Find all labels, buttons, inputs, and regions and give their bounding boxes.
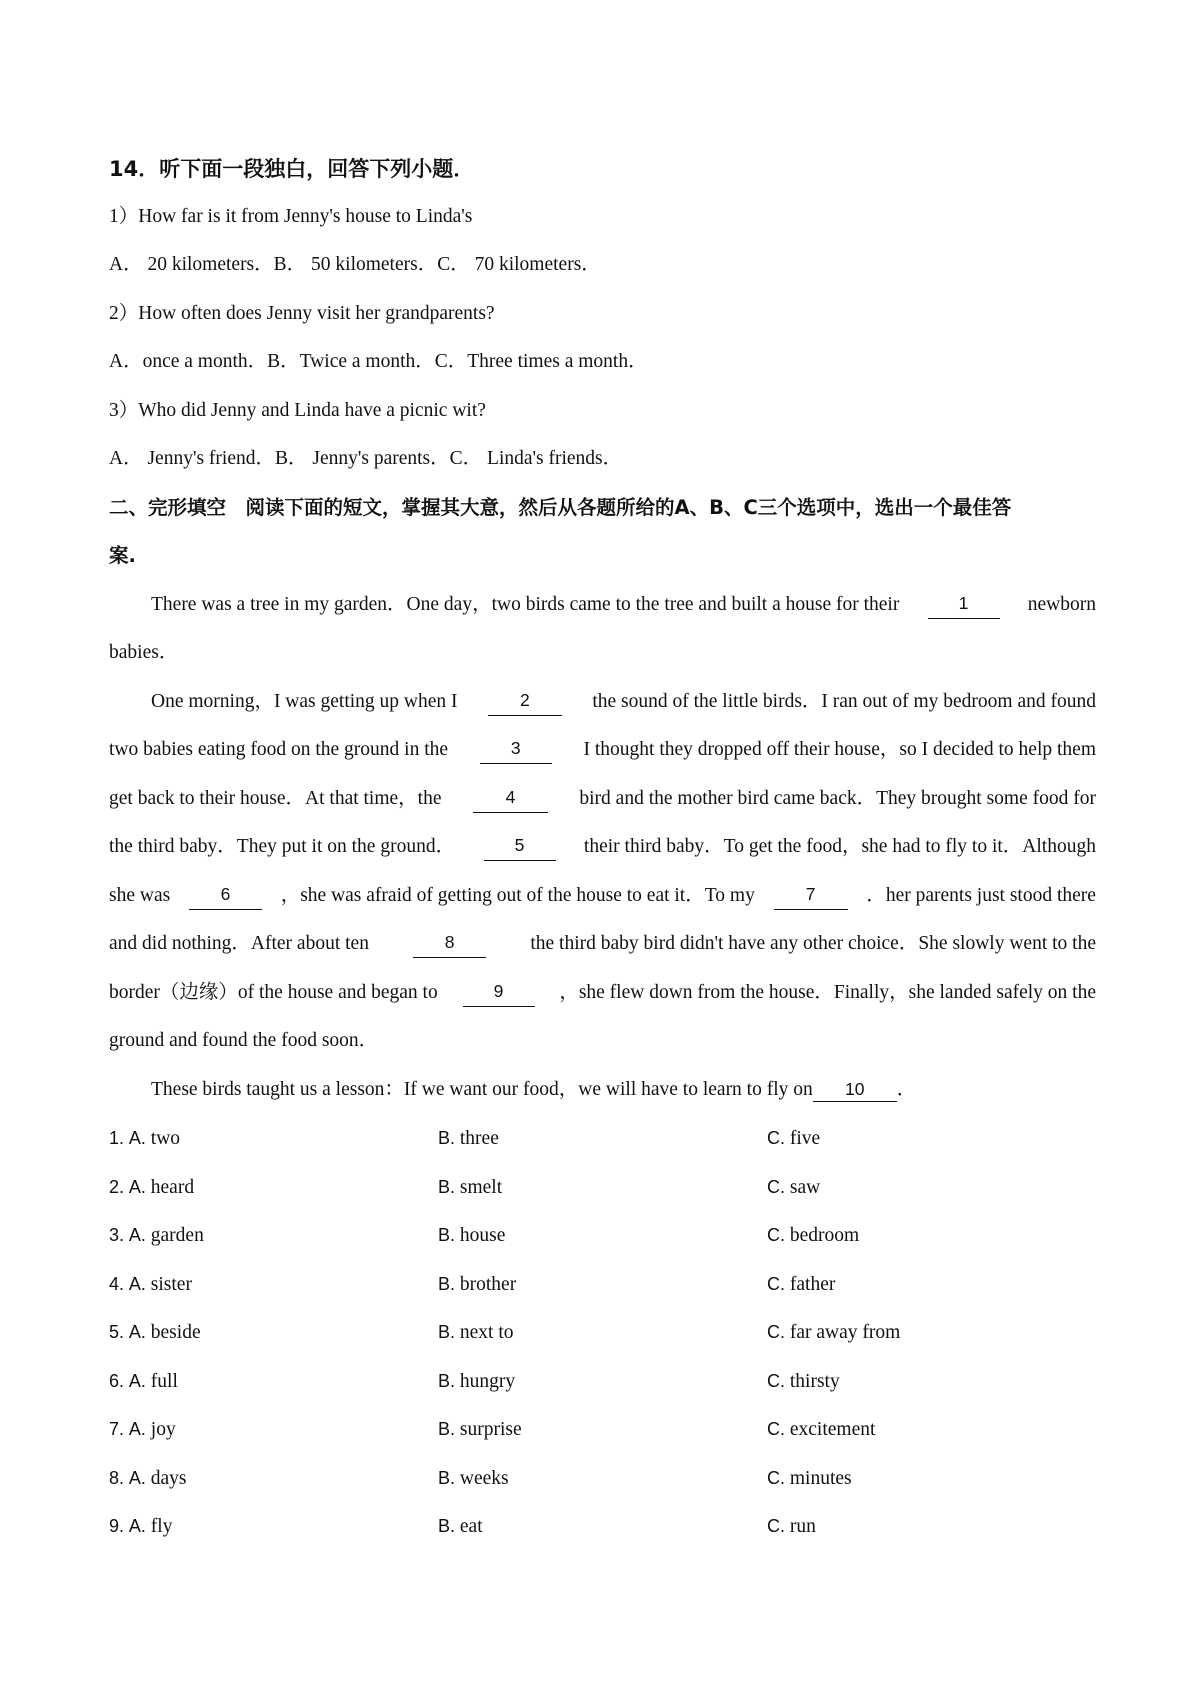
passage-text: ，she flew down from the house．Finally，she landed safely on the (559, 982, 1096, 1003)
blank-8[interactable]: 8 (413, 930, 486, 958)
passage-text: ，she was afraid of getting out of the house to eat it．To my (280, 885, 755, 906)
option-a[interactable]: 4. A. sister (109, 1274, 192, 1295)
passage-text: There was a tree in my garden．One day，two birds came to the tree and built a house for their (151, 594, 900, 615)
blank-5[interactable]: 5 (484, 833, 556, 861)
option-b[interactable]: B. eat (438, 1516, 483, 1537)
option-row (109, 1270, 1109, 1298)
option-b[interactable]: B. weeks (438, 1468, 509, 1489)
blank-3[interactable]: 3 (480, 736, 552, 764)
passage-line (151, 1076, 1096, 1104)
option-a[interactable]: 1. A. two (109, 1128, 181, 1149)
option-row (109, 1318, 1109, 1346)
passage-text: border（边缘）of the house and began to (109, 982, 438, 1003)
listening-options-2: A．once a month．B．Twice a month．C．Three times a month． (109, 351, 648, 372)
option-c[interactable]: C. excitement (767, 1419, 876, 1440)
option-b[interactable]: B. smelt (438, 1177, 503, 1198)
passage-line (109, 979, 1096, 1007)
passage-text: two babies eating food on the ground in the (109, 739, 449, 760)
option-c[interactable]: C. bedroom (767, 1225, 860, 1246)
passage-line (109, 930, 1096, 958)
passage-text: get back to their house．At that time，the (109, 788, 442, 809)
passage-text: the third baby．They put it on the ground． (109, 836, 456, 857)
option-row (109, 1415, 1109, 1443)
option-row (109, 1124, 1109, 1152)
passage-line (151, 688, 1096, 716)
option-a[interactable]: 7. A. joy (109, 1419, 176, 1440)
option-b[interactable]: B. surprise (438, 1419, 522, 1440)
option-c[interactable]: C. five (767, 1128, 821, 1149)
option-b[interactable]: B. hungry (438, 1371, 516, 1392)
listening-options-3: A． Jenny's friend．B． Jenny's parents．C． Linda's friends． (109, 448, 623, 469)
passage-text: and did nothing．After about ten (109, 933, 369, 954)
passage-line (109, 882, 1096, 910)
option-c[interactable]: C. father (767, 1274, 836, 1295)
passage-text: their third baby．To get the food，she had to fly to it．Although (583, 836, 1096, 857)
blank-4[interactable]: 4 (473, 785, 548, 813)
option-row (109, 1221, 1109, 1249)
passage-text: ．her parents just stood there (866, 885, 1096, 906)
listening-options-1: A． 20 kilometers．B． 50 kilometers．C． 70 kilometers． (109, 254, 601, 275)
option-b[interactable]: B. next to (438, 1322, 514, 1343)
passage-line (109, 833, 1096, 861)
option-row (109, 1367, 1109, 1395)
option-b[interactable]: B. brother (438, 1274, 517, 1295)
option-c[interactable]: C. thirsty (767, 1371, 840, 1392)
option-row (109, 1464, 1109, 1492)
passage-line (109, 736, 1096, 764)
passage-line: babies． (109, 642, 179, 663)
blank-9[interactable]: 9 (463, 979, 535, 1007)
blank-10[interactable]: 10 (813, 1077, 897, 1102)
passage-text: ． (896, 1079, 917, 1100)
option-c[interactable]: C. minutes (767, 1468, 852, 1489)
option-row (109, 1512, 1109, 1540)
option-c[interactable]: C. run (767, 1516, 816, 1537)
option-b[interactable]: B. house (438, 1225, 506, 1246)
passage-line (151, 591, 1096, 619)
passage-text: she was (109, 885, 171, 906)
option-b[interactable]: B. three (438, 1128, 499, 1149)
passage-line: ground and found the food soon． (109, 1030, 379, 1051)
blank-2[interactable]: 2 (488, 688, 562, 716)
passage-text: One morning，I was getting up when I (151, 691, 458, 712)
passage-text: the sound of the little birds．I ran out of my bedroom and found (592, 691, 1096, 712)
listening-question-3: 3）Who did Jenny and Linda have a picnic wit? (109, 400, 486, 421)
option-row (109, 1173, 1109, 1201)
blank-1[interactable]: 1 (928, 591, 1000, 619)
option-c[interactable]: C. far away from (767, 1322, 901, 1343)
option-c[interactable]: C. saw (767, 1177, 821, 1198)
option-a[interactable]: 5. A. beside (109, 1322, 201, 1343)
passage-text: newborn (1027, 594, 1096, 615)
passage-text: the third baby bird didn't have any other choice．She slowly went to the (530, 933, 1096, 954)
option-a[interactable]: 6. A. full (109, 1371, 178, 1392)
option-a[interactable]: 8. A. days (109, 1468, 187, 1489)
passage-line (109, 785, 1096, 813)
blank-6[interactable]: 6 (189, 882, 262, 910)
blank-7[interactable]: 7 (774, 882, 848, 910)
listening-question-2: 2）How often does Jenny visit her grandparents? (109, 303, 495, 324)
passage-text: I thought they dropped off their house，so I decided to help them (583, 739, 1096, 760)
option-a[interactable]: 9. A. fly (109, 1516, 173, 1537)
option-a[interactable]: 3. A. garden (109, 1225, 204, 1246)
option-a[interactable]: 2. A. heard (109, 1177, 195, 1198)
listening-question-1: 1）How far is it from Jenny's house to Linda's (109, 206, 473, 227)
cloze-section-heading-cont: 案. (109, 544, 136, 567)
passage-text: These birds taught us a lesson：If we want our food，we will have to learn to fly on (151, 1079, 813, 1100)
cloze-section-heading: 二、完形填空 阅读下面的短文，掌握其大意，然后从各题所给的A、B、C三个选项中，选出一个最佳答 (109, 496, 1012, 519)
question-14-heading: 14．听下面一段独白，回答下列小题． (109, 157, 475, 181)
passage-text: bird and the mother bird came back．They brought some food for (579, 788, 1096, 809)
